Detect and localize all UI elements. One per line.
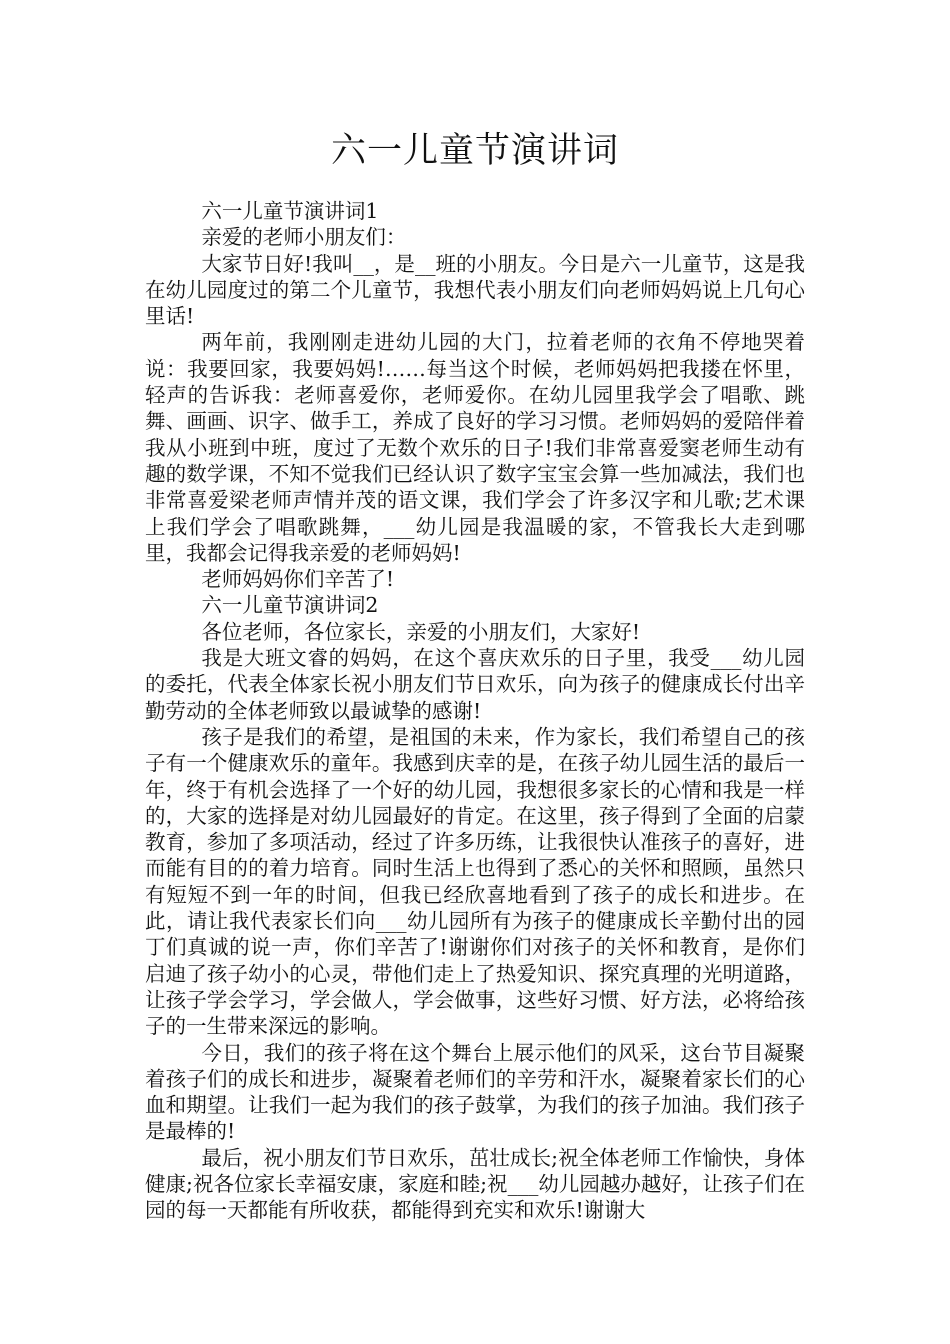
paragraph: 两年前，我刚刚走进幼儿园的大门，拉着老师的衣角不停地哭着说：我要回家，我要妈妈!……每当这个时候，老师妈妈把我搂在怀里，轻声的告诉我：老师喜爱你，老师爱你。在幼儿园里我学会了唱歌、跳舞、画画、识字、做手工，养成了良好的学习习惯。老师妈妈的爱陪伴着我从小班到中班，度过了无数个欢乐的日子!我们非常喜爱窦老师生动有趣的数学课，不知不觉我们已经认识了数字宝宝会算一些加减法，我们也非常喜爱梁老师声情并茂的语文课，我们学会了许多汉字和儿歌;艺术课上我们学会了唱歌跳舞，___幼儿园是我温暖的家，不管我长大走到哪里，我都会记得我亲爱的老师妈妈! xyxy=(145,330,805,565)
salutation-1: 亲爱的老师小朋友们： xyxy=(201,225,407,250)
salutation-2: 各位老师，各位家长，亲爱的小朋友们，大家好! xyxy=(201,619,641,644)
paragraph: 孩子是我们的希望，是祖国的未来，作为家长，我们希望自己的孩子有一个健康欢乐的童年。我感到庆幸的是，在孩子幼儿园生活的最后一年，终于有机会选择了一个好的幼儿园，我想很多家长的心情和我是一样的，大家的选择是对幼儿园最好的肯定。在这里，孩子得到了全面的启蒙教育，参加了多项活动，经过了许多历练，让我很快认准孩子的喜好，进而能有目的的着力培育。同时生活上也得到了悉心的关怀和照顾，虽然只有短短不到一年的时间，但我已经欣喜地看到了孩子的成长和进步。在此，请让我代表家长们向___幼儿园所有为孩子的健康成长辛勤付出的园丁们真诚的说一声，你们辛苦了!谢谢你们对孩子的关怀和教育，是你们启迪了孩子幼小的心灵，带他们走上了热爱知识、探究真理的光明道路，让孩子学会学习，学会做人，学会做事，这些好习惯、好方法，必将给孩子的一生带来深远的影响。 xyxy=(145,724,805,1039)
paragraph: 我是大班文睿的妈妈，在这个喜庆欢乐的日子里，我受___幼儿园的委托，代表全体家长祝小朋友们节日欢乐，向为孩子的健康成长付出辛勤劳动的全体老师致以最诚挚的感谢! xyxy=(145,646,805,723)
document-body xyxy=(145,198,805,1224)
paragraph: 最后，祝小朋友们节日欢乐，茁壮成长;祝全体老师工作愉快，身体健康;祝各位家长幸福安康，家庭和睦;祝___幼儿园越办越好，让孩子们在园的每一天都能有所收获，都能得到充实和欢乐!谢谢大 xyxy=(145,1145,805,1223)
paragraph: 今日，我们的孩子将在这个舞台上展示他们的风采，这台节目凝聚着孩子们的成长和进步，凝聚着老师们的辛劳和汗水，凝聚着家长们的心血和期望。让我们一起为我们的孩子鼓掌，为我们的孩子加油。我们孩子是最棒的! xyxy=(145,1040,805,1144)
section-heading-2: 六一儿童节演讲词2 xyxy=(201,593,379,618)
document-title: 六一儿童节演讲词 xyxy=(330,131,619,171)
section-heading-1: 六一儿童节演讲词1 xyxy=(201,199,379,223)
paragraph: 老师妈妈你们辛苦了! xyxy=(201,567,395,592)
paragraph: 大家节日好!我叫__，是__班的小朋友。今日是六一儿童节，这是我在幼儿园度过的第二个儿童节，我想代表小朋友们向老师妈妈说上几句心里话! xyxy=(145,251,805,329)
